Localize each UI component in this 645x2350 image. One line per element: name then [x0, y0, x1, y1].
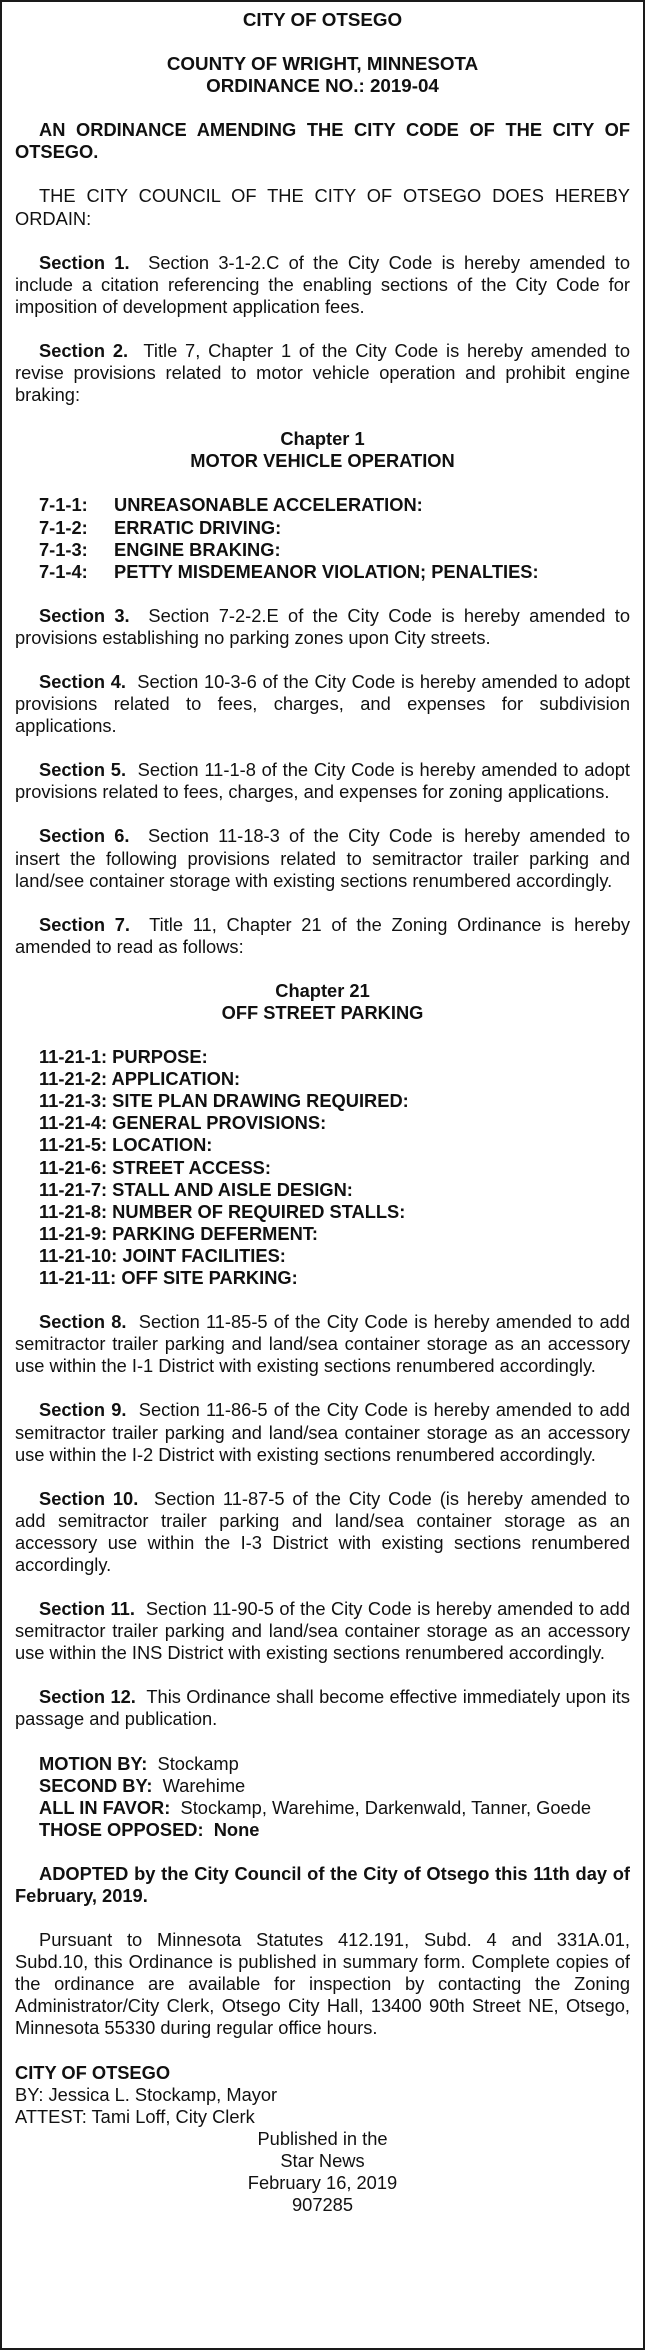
- list-item: 11-21-8: NUMBER OF REQUIRED STALLS:: [39, 1200, 406, 1222]
- section-text: Section 11-85-5 of the City Code is hereby amended to add semitractor trailer parking and land/sea container storage as an accessory use within the I-1 District with existing sections renumbered accordingly.: [15, 1311, 630, 1377]
- chapter1-heading: Chapter 1: [280, 428, 365, 450]
- signature-by: BY: Jessica L. Stockamp, Mayor: [15, 2083, 278, 2105]
- motion-label: MOTION BY:: [39, 1752, 148, 1774]
- chapter1-subheading: MOTOR VEHICLE OPERATION: [190, 450, 455, 472]
- item-number: 7-1-4:: [39, 560, 88, 582]
- list-item: 11-21-4: GENERAL PROVISIONS:: [39, 1112, 327, 1134]
- section-label: Section 4.: [39, 670, 126, 692]
- list-item: 11-21-11: OFF SITE PARKING:: [39, 1267, 298, 1289]
- section-label: Section 7.: [39, 913, 131, 935]
- section-7: [15, 914, 630, 958]
- section-text: Section 11-87-5 of the City Code (is hereby amended to add semitractor trailer parking and land/sea container storage as an accessory use within the I-3 District with existing sections renumbered accordingly.: [15, 1487, 630, 1575]
- favor-value: Stockamp, Warehime, Darkenwald, Tanner, Goede: [180, 1796, 592, 1818]
- section-5: [15, 759, 630, 803]
- summary-paragraph: Pursuant to Minnesota Statutes 412.191, Subd. 4 and 331A.01, Subd.10, this Ordinance is published in summary form. Complete copies of the ordinance are available for inspection by contacting the Zoning Administrator/City Clerk, Otsego City Hall, 13400 90th Street NE, Otsego, Minnesota 55330 during regular office hours.: [15, 1929, 630, 2039]
- second-value: Warehime: [162, 1774, 246, 1796]
- list-item: 11-21-1: PURPOSE:: [39, 1046, 208, 1068]
- signature-block: [15, 2062, 630, 2128]
- section-text: Section 7-2-2.E of the City Code is hereby amended to provisions establishing no parking zones upon City streets.: [15, 604, 630, 648]
- section-10: [15, 1488, 630, 1576]
- item-number: 7-1-3:: [39, 538, 88, 560]
- motion-value: Stockamp: [157, 1752, 239, 1774]
- section-3: [15, 605, 630, 649]
- opposed-line: [39, 1819, 630, 1841]
- section-label: Section 8.: [39, 1311, 127, 1333]
- section-label: Section 11.: [39, 1598, 135, 1620]
- section-4: [15, 671, 630, 737]
- section-label: Section 3.: [39, 604, 130, 626]
- item-text: UNREASONABLE ACCELERATION:: [114, 494, 423, 516]
- section-text: Section 11-90-5 of the City Code is hereby amended to add semitractor trailer parking and land/sea container storage as an accessory use within the INS District with existing sections renumbered accordingly.: [15, 1598, 630, 1664]
- list-item: 11-21-3: SITE PLAN DRAWING REQUIRED:: [39, 1090, 409, 1112]
- favor-label: ALL IN FAVOR:: [39, 1796, 171, 1818]
- list-item: [39, 494, 630, 516]
- publication-info: [15, 2128, 630, 2216]
- section-label: Section 5.: [39, 759, 127, 781]
- section-6: [15, 825, 630, 891]
- publication-id: 907285: [291, 2194, 353, 2216]
- opposed-value: None: [213, 1818, 260, 1840]
- section-2: [15, 340, 630, 406]
- section-11: [15, 1598, 630, 1664]
- section-text: Title 11, Chapter 21 of the Zoning Ordinance is hereby amended to read as follows:: [15, 913, 631, 957]
- section-text: Section 11-18-3 of the City Code is hereby amended to insert the following provisions related to semitractor trailer parking and land/see container storage with existing sections renumbered accordingly.: [15, 825, 630, 891]
- publication-line1: Published in the: [257, 2127, 388, 2149]
- opposed-label: THOSE OPPOSED:: [39, 1818, 204, 1840]
- list-item: 11-21-9: PARKING DEFERMENT:: [39, 1222, 319, 1244]
- list-item: 11-21-7: STALL AND AISLE DESIGN:: [39, 1178, 353, 1200]
- city-header: CITY OF OTSEGO: [242, 9, 403, 30]
- preamble: THE CITY COUNCIL OF THE CITY OF OTSEGO DOES HEREBY ORDAIN:: [15, 185, 630, 229]
- section-8: [15, 1311, 630, 1377]
- item-text: ERRATIC DRIVING:: [114, 516, 282, 538]
- list-item: 11-21-5: LOCATION:: [39, 1134, 213, 1156]
- adoption-statement: ADOPTED by the City Council of the City of Otsego this 11th day of February, 2019.: [15, 1862, 630, 1906]
- ordinance-title: AN ORDINANCE AMENDING THE CITY CODE OF THE CITY OF OTSEGO.: [15, 119, 630, 163]
- publication-date: February 16, 2019: [247, 2172, 398, 2194]
- section-text: Section 3-1-2.C of the City Code is hereby amended to include a citation referencing the enabling sections of the City Code for imposition of development application fees.: [15, 251, 630, 317]
- list-item: 11-21-2: APPLICATION:: [39, 1068, 241, 1090]
- signature-city: CITY OF OTSEGO: [15, 2061, 171, 2083]
- list-item: [39, 561, 630, 583]
- section-label: Section 6.: [39, 825, 130, 847]
- second-label: SECOND BY:: [39, 1774, 153, 1796]
- motion-line: [39, 1753, 630, 1775]
- county-header: COUNTY OF WRIGHT, MINNESOTA: [166, 53, 479, 75]
- section-1: [15, 252, 630, 318]
- section-text: Section 11-86-5 of the City Code is hereby amended to add semitractor trailer parking and land/sea container storage as an accessory use within the I-2 District with existing sections renumbered accordingly.: [15, 1399, 630, 1465]
- section-label: Section 9.: [39, 1399, 127, 1421]
- section-text: Section 10-3-6 of the City Code is hereby amended to adopt provisions related to fees, charges, and expenses for subdivision applications.: [15, 670, 630, 737]
- item-number: 7-1-1:: [39, 494, 88, 516]
- favor-line: [39, 1797, 630, 1819]
- ordinance-number: ORDINANCE NO.: 2019-04: [206, 75, 439, 97]
- section-label: Section 2.: [39, 339, 129, 361]
- section-12: [15, 1686, 630, 1730]
- section-label: Section 10.: [39, 1487, 139, 1509]
- chapter21-heading: Chapter 21: [275, 979, 370, 1001]
- section-9: [15, 1399, 630, 1465]
- item-text: ENGINE BRAKING:: [114, 538, 281, 560]
- chapter1-list: [39, 494, 630, 582]
- list-item: [39, 517, 630, 539]
- section-label: Section 12.: [39, 1686, 136, 1708]
- list-item: [39, 539, 630, 561]
- section-text: Section 11-1-8 of the City Code is hereby amended to adopt provisions related to fees, charges, and expenses for zoning applications.: [15, 759, 630, 803]
- section-text: This Ordinance shall become effective immediately upon its passage and publication.: [15, 1686, 630, 1730]
- publication-line2: Star News: [280, 2149, 365, 2171]
- list-item: 11-21-10: JOINT FACILITIES:: [39, 1244, 286, 1266]
- vote-record: [39, 1753, 630, 1841]
- second-line: [39, 1775, 630, 1797]
- section-label: Section 1.: [39, 251, 130, 273]
- chapter21-list: [39, 1046, 630, 1289]
- item-number: 7-1-2:: [39, 516, 88, 538]
- list-item: 11-21-6: STREET ACCESS:: [39, 1156, 271, 1178]
- section-text: Title 7, Chapter 1 of the City Code is hereby amended to revise provisions related to motor vehicle operation and prohibit engine braking:: [15, 339, 631, 406]
- signature-attest: ATTEST: Tami Loff, City Clerk: [15, 2105, 255, 2127]
- item-text: PETTY MISDEMEANOR VIOLATION; PENALTIES:: [114, 560, 539, 582]
- chapter21-subheading: OFF STREET PARKING: [221, 1002, 424, 1023]
